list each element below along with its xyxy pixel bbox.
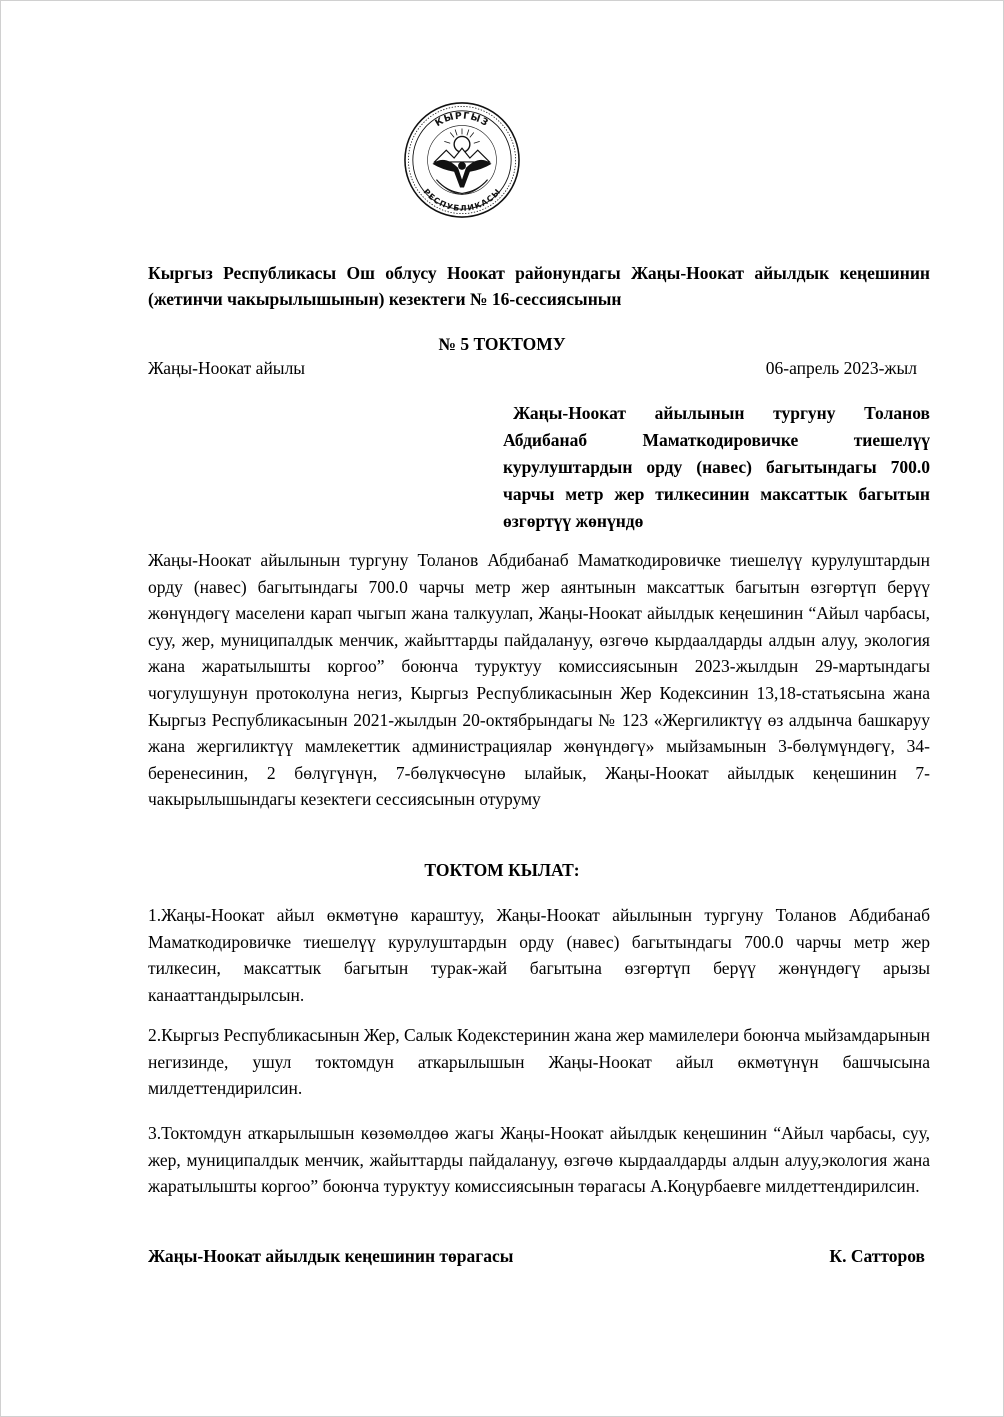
preamble-paragraph: Жаңы-Ноокат айылынын тургуну Толанов Абдибанаб Маматкодировичке тиешелүү курулуштардын орду (навес) багытындагы 700.0 чарчы метр жер аянтынын максаттык багытын өзгөртүп берүү жөнүндөгү маселени карап чыгып жана талкуулап, Жаңы-Ноокат айылдык кеңешинин “Айыл чарбасы, суу, жер, муниципалдык менчик, жайыттарды пайдалануу, өзгөчө кырдаалдарды алдын алуу, экология жана жаратылышты коргоо” боюнча туруктуу комиссиясынын 2023-жылдын 29-мартындагы чогулушунун протоколуна негиз, Кыргыз Республикасынын Жер Кодексинин 13,18-статьясына жана Кыргыз Республикасынын 2021-жылдын 20-октябрындагы № 123 «Жергиликтүү өз алдынча башкаруу жана жергиликтүү мамлекеттик администрациялар жөнүндөгү» мыйзамынын 3-бөлүмүндөгү, 34-беренесинин, 2 бөлүгүнүн, 7-бөлүкчөсүнө ылайык, Жаңы-Ноокат айылдык кеңешинин 7-чакырылышындагы кезектеги сессиясынын отуруму — [148, 550, 930, 810]
decree-heading: ТОКТОМ КЫЛАТ: — [424, 860, 580, 880]
date-of-issue: 06-апрель 2023-жыл — [765, 358, 917, 378]
svg-text:РЕСПУБЛИКАСЫ: РЕСПУБЛИКАСЫ — [421, 187, 503, 213]
kyrgyz-state-emblem-icon — [403, 101, 521, 219]
svg-text:КЫРГЫЗ: КЫРГЫЗ — [433, 110, 491, 130]
signatory-title: Жаңы-Ноокат айылдык кеңешинин төрагасы — [148, 1246, 514, 1266]
resolution-item-3: 3.Токтомдун аткарылышын көзөмөлдөө жагы Жаңы-Ноокат айылдык кеңешинин “Айыл чарбасы, суу, жер, муниципалдык менчик, жайыттарды пайдалануу, өзгөчө кырдаалдарды алдын алуу,экология жана жаратылышты коргоо” боюнча туруктуу комиссиясынын төрагасы А.Коңурбаевге милдеттендирилсин. — [148, 1123, 930, 1197]
signatory-name: К. Сатторов — [829, 1246, 925, 1266]
resolution-number: № 5 ТОКТОМУ — [438, 334, 566, 354]
document-header: Кыргыз Республикасы Ош облусу Ноокат районундагы Жаңы-Ноокат айылдык кеңешинин (жетинчи чакырылышынын) кезектеги № 16-сессиясынын — [148, 263, 930, 309]
resolution-subject: Жаңы-Ноокат айылынын тургуну Толанов Абдибанаб Маматкодировичке тиешелүү курулуштардын орду (навес) багытындагы 700.0 чарчы метр жер тилкесинин максаттык багытын өзгөртүү жөнүндө — [503, 403, 930, 531]
resolution-item-2: 2.Кыргыз Республикасынын Жер, Салык Кодекстеринин жана жер мамилелери боюнча мыйзамдарынын негизинде, ушул токтомдун аткарылышын Жаңы-Ноокат айыл өкмөтүнүн башчысына милдеттендирилсин. — [148, 1025, 930, 1099]
place-of-issue: Жаңы-Ноокат айылы — [148, 358, 306, 378]
resolution-item-1: 1.Жаңы-Ноокат айыл өкмөтүнө караштуу, Жаңы-Ноокат айылынын тургуну Толанов Абдибанаб Маматкодировичке тиешелүү курулуштардын орду (навес) багытындагы 700.0 чарчы метр жер тилкесин, максаттык багытын турак-жай багытына өзгөртүп берүү жөнүндөгү арызы канааттандырылсын. — [148, 905, 930, 1005]
